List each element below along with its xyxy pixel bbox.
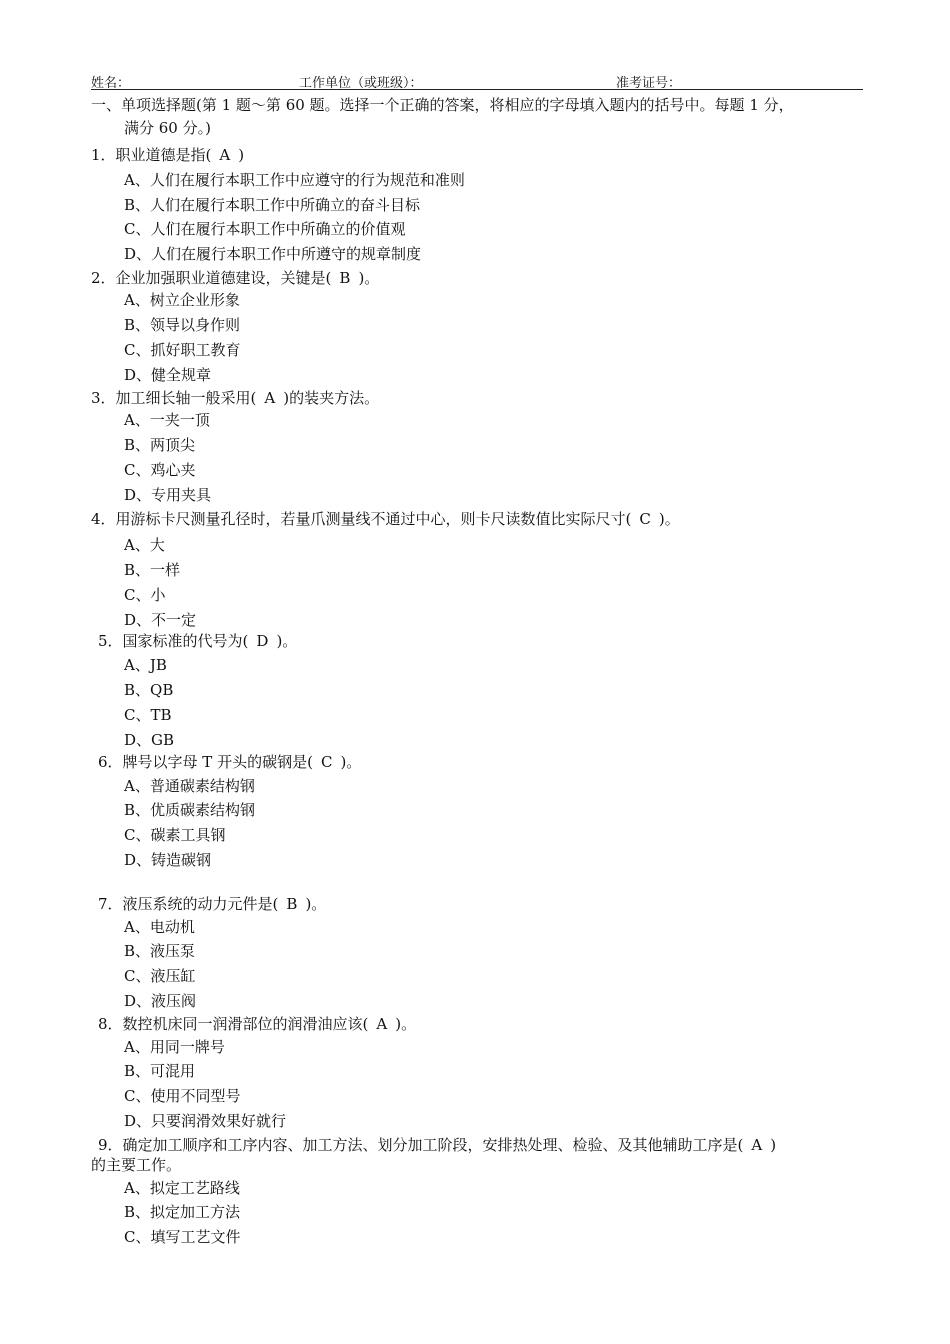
- name-label: 姓名：: [91, 76, 131, 91]
- option-c: C、使用不同型号: [124, 1087, 241, 1105]
- option-b: B、优质碳素结构钢: [124, 801, 256, 819]
- option-d: D、人们在履行本职工作中所遵守的规章制度: [124, 245, 422, 263]
- question-stem-end: )。: [358, 269, 380, 287]
- option-d: D、专用夹具: [124, 486, 212, 504]
- answer-letter: B: [339, 269, 351, 287]
- option-a: A、用同一牌号: [124, 1038, 225, 1056]
- question-9: [98, 1135, 776, 1155]
- question-stem-end: )。: [340, 753, 362, 771]
- question-3: [91, 388, 379, 408]
- section-title-line2: 满分 60 分。): [124, 119, 211, 137]
- question-stem-end: )。: [305, 895, 327, 913]
- option-b: B、拟定加工方法: [124, 1203, 241, 1221]
- option-c: C、TB: [124, 706, 172, 724]
- question-1: [91, 145, 244, 165]
- question-stem: 6．牌号以字母 T 开头的碳钢是(: [98, 753, 313, 771]
- option-a: A、人们在履行本职工作中应遵守的行为规范和准则: [124, 171, 465, 189]
- question-stem: 3．加工细长轴一般采用(: [91, 389, 257, 407]
- question-2: [91, 268, 379, 288]
- option-d: D、只要润滑效果好就行: [124, 1112, 287, 1130]
- option-d: D、健全规章: [124, 366, 212, 384]
- option-a: A、JB: [124, 656, 167, 674]
- answer-letter: B: [286, 895, 298, 913]
- option-d: D、液压阀: [124, 992, 197, 1010]
- option-b: B、一样: [124, 561, 181, 579]
- question-stem: 5．国家标准的代号为(: [98, 632, 249, 650]
- option-c: C、鸡心夹: [124, 461, 196, 479]
- option-d: D、铸造碳钢: [124, 851, 212, 869]
- option-c: C、小: [124, 586, 166, 604]
- question-stem: 8．数控机床同一润滑部位的润滑油应该(: [98, 1015, 369, 1033]
- option-c: C、填写工艺文件: [124, 1228, 241, 1246]
- option-a: A、一夹一顶: [124, 411, 210, 429]
- option-b: B、液压泵: [124, 942, 196, 960]
- option-c: C、碳素工具钢: [124, 826, 226, 844]
- question-6: [98, 752, 361, 772]
- question-stem-end: )。: [395, 1015, 417, 1033]
- unit-label: 工作单位（或班级）：: [299, 76, 423, 91]
- answer-letter: A: [751, 1136, 763, 1154]
- option-c: C、人们在履行本职工作中所确立的价值观: [124, 220, 406, 238]
- question-5: [98, 631, 297, 651]
- option-c: C、抓好职工教育: [124, 341, 241, 359]
- question-stem-line2: 的主要工作。: [91, 1156, 182, 1174]
- option-c: C、液压缸: [124, 967, 196, 985]
- option-d: D、不一定: [124, 611, 197, 629]
- option-a: A、树立企业形象: [124, 291, 240, 309]
- answer-letter: C: [639, 510, 651, 528]
- option-a: A、大: [124, 536, 165, 554]
- option-b: B、两顶尖: [124, 436, 196, 454]
- question-4: [91, 509, 680, 529]
- option-b: B、人们在履行本职工作中所确立的奋斗目标: [124, 196, 421, 214]
- answer-letter: D: [256, 632, 269, 650]
- question-stem-end: ): [770, 1136, 777, 1154]
- section-title: [91, 94, 866, 140]
- answer-letter: A: [264, 389, 276, 407]
- option-b: B、QB: [124, 681, 174, 699]
- question-stem: 7．液压系统的动力元件是(: [98, 895, 279, 913]
- question-stem-end: )。: [658, 510, 680, 528]
- answer-letter: A: [376, 1015, 388, 1033]
- option-a: A、拟定工艺路线: [124, 1179, 240, 1197]
- option-d: D、GB: [124, 731, 175, 749]
- question-stem: 2．企业加强职业道德建设，关键是(: [91, 269, 332, 287]
- question-stem: 4．用游标卡尺测量孔径时，若量爪测量线不通过中心，则卡尺读数值比实际尺寸(: [91, 510, 632, 528]
- question-stem: 1．职业道德是指(: [91, 146, 212, 164]
- question-stem-end: ): [238, 146, 245, 164]
- question-stem-end: )的装夹方法。: [283, 389, 380, 407]
- question-stem-end: )。: [276, 632, 298, 650]
- option-b: B、可混用: [124, 1062, 196, 1080]
- section-title-line1: 一、单项选择题(第 1 题～第 60 题。选择一个正确的答案，将相应的字母填入题内的括号中。每题 1 分，: [91, 96, 794, 114]
- answer-letter: C: [320, 753, 333, 771]
- question-stem: 9．确定加工顺序和工序内容、加工方法、划分加工阶段，安排热处理、检验、及其他辅助工序是(: [98, 1136, 744, 1154]
- page-header: [91, 70, 863, 90]
- answer-letter: A: [219, 146, 231, 164]
- question-7: [98, 894, 326, 914]
- option-a: A、普通碳素结构钢: [124, 777, 255, 795]
- question-8: [98, 1014, 416, 1034]
- option-a: A、电动机: [124, 918, 195, 936]
- exam-number-label: 准考证号：: [616, 76, 682, 91]
- option-b: B、领导以身作则: [124, 316, 241, 334]
